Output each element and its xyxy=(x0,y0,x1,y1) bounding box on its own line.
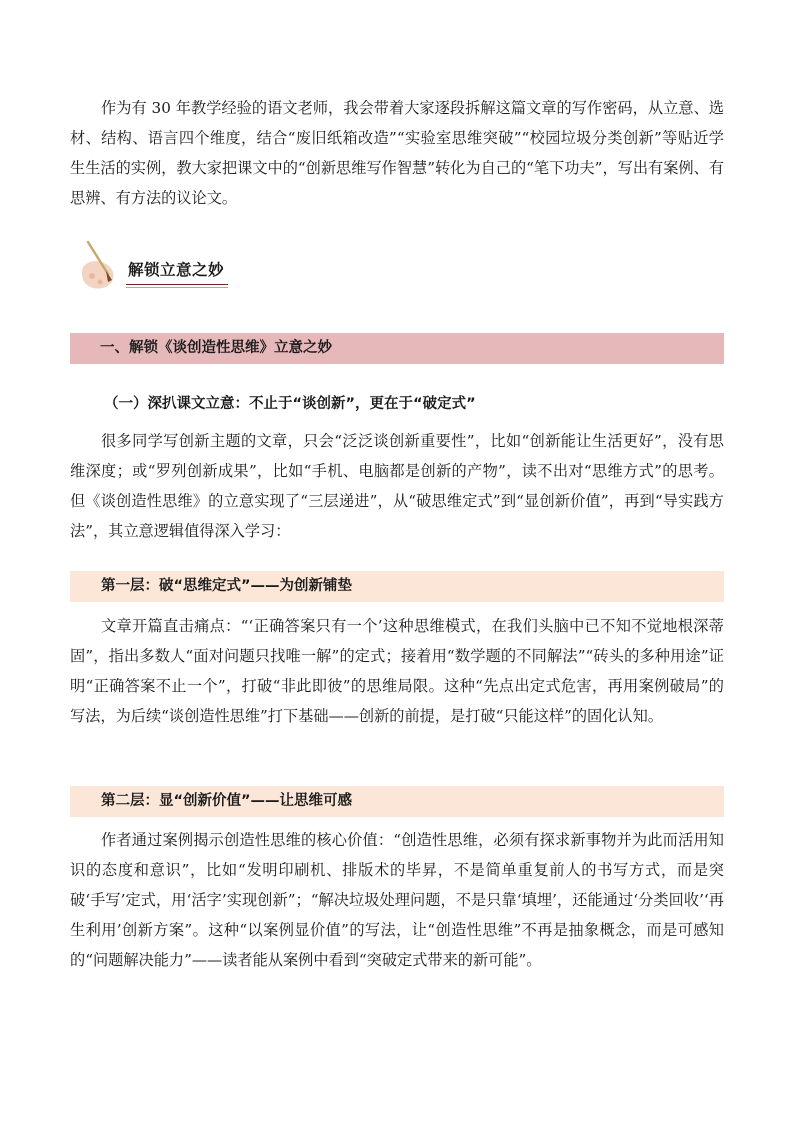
section-heading-bar xyxy=(70,333,724,364)
section-heading: 一、解锁《谈创造性思维》立意之妙 xyxy=(100,340,332,356)
layer2-heading: 第二层：显“创新价值”——让思维可感 xyxy=(101,793,353,809)
layer1-heading: 第一层：破“思维定式”——为创新铺垫 xyxy=(101,578,353,594)
paragraph-1: 很多同学写创新主题的文章，只会“泛泛谈创新重要性”，比如“创新能让生活更好”，没有思维深度；或“罗列创新成果”，比如“手机、电脑都是创新的产物”，读不出对“思维方式”的思考。但《谈创造性思维》的立意实现了“三层递进”，从“破思维定式”到“显创新价值”，再到“导实践方法”，其立意逻辑值得深入学习： xyxy=(70,432,724,540)
intro-paragraph: 作为有 30 年教学经验的语文老师，我会带着大家逐段拆解这篇文章的写作密码，从立意、选材、结构、语言四个维度，结合“废旧纸箱改造”“实验室思维突破”“校园垃圾分类创新”等贴近学生生活的实例，教大家把课文中的“创新思维写作智慧”转化为自己的“笔下功夫”，写出有案例、有思辨、有方法的议论文。 xyxy=(70,99,724,207)
layer2-heading-bar xyxy=(70,786,724,817)
logo-title: 解锁立意之妙 xyxy=(128,261,225,279)
paragraph-3: 作者通过案例揭示创造性思维的核心价值：“创造性思维，必须有探求新事物并为此而活用知识的态度和意识”，比如“发明印刷机、排版术的毕昇，不是简单重复前人的书写方式，而是突破‘手写’定式，用‘活字’实现创新”；“解决垃圾处理问题，不是只靠‘填埋’，还能通过‘分类回收’‘再生利用’创新方案”。这种“以案例显价值”的写法，让“创造性思维”不再是抽象概念，而是可感知的“问题解决能力”——读者能从案例中看到“突破定式带来的新可能”。 xyxy=(70,831,724,969)
logo-underline-accent xyxy=(126,287,228,288)
paragraph-2: 文章开篇直击痛点：“‘正确答案只有一个’这种思维模式，在我们头脑中已不知不觉地根深蒂固”，指出多数人“面对问题只找唯一解”的定式；接着用“数学题的不同解法”“砖头的多种用途”证明“正确答案不止一个”，打破“非此即彼”的思维局限。这种“先点出定式危害，再用案例破局”的写法，为后续“谈创造性思维”打下基础——创新的前提，是打破“只能这样”的固化认知。 xyxy=(70,617,724,725)
layer1-heading-bar xyxy=(70,571,724,602)
section-logo xyxy=(78,238,238,298)
logo-underline xyxy=(126,284,228,285)
sub-heading: （一）深扒课文立意：不止于“谈创新”，更在于“破定式” xyxy=(104,396,476,412)
paint-palette-brush-icon xyxy=(78,238,130,294)
